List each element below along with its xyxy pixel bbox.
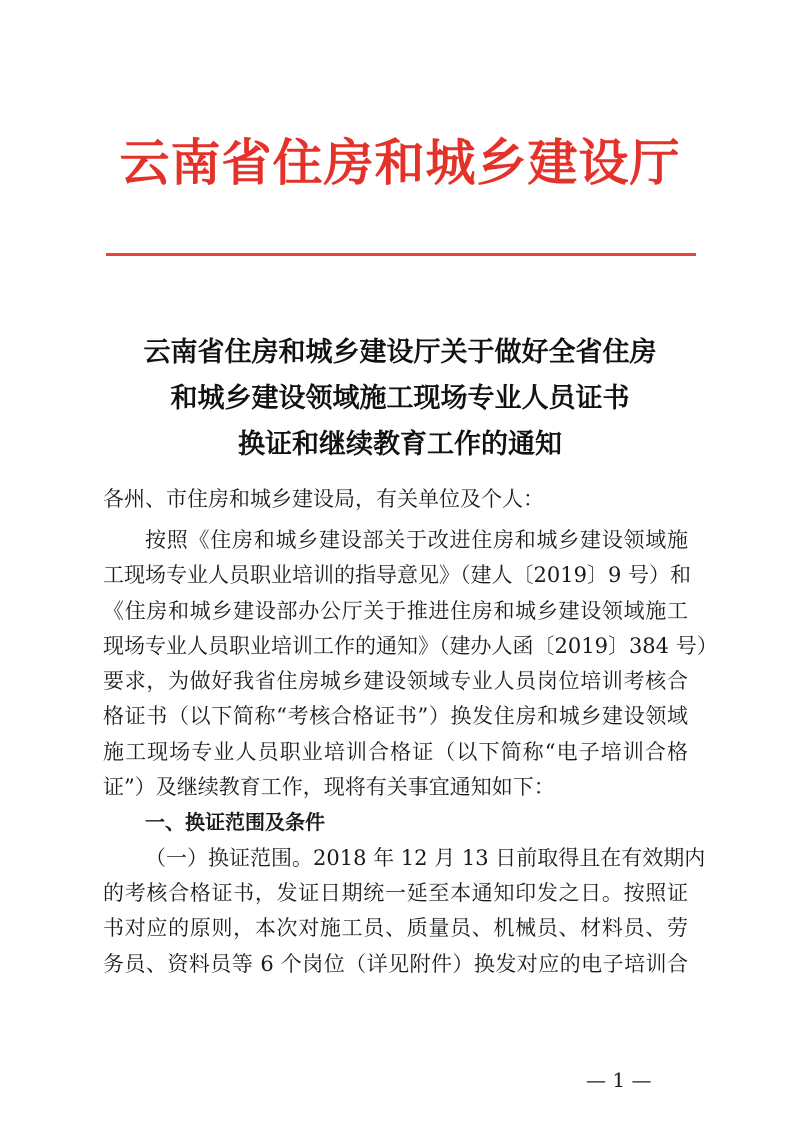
body-line: 证”）及继续教育工作，现将有关事宜通知如下： <box>103 775 555 800</box>
body-line: （一）换证范围。2018 年 12 月 13 日前取得且在有效期内 <box>145 845 706 870</box>
body-line: 《住房和城乡建设部办公厅关于推进住房和城乡建设领域施工 <box>103 598 688 623</box>
body-line: 的考核合格证书，发证日期统一延至本通知印发之日。按照证 <box>103 880 688 905</box>
body-line: 现场专业人员职业培训工作的通知》（建办人函〔2019〕384 号） <box>103 633 718 658</box>
header-red-rule <box>106 253 696 256</box>
body-line: 工现场专业人员职业培训的指导意见》（建人〔2019〕9 号）和 <box>103 563 691 588</box>
body-line: 按照《住房和城乡建设部关于改进住房和城乡建设领域施 <box>145 528 688 552</box>
body-text <box>103 523 718 982</box>
body-line: 书对应的原则，本次对施工员、质量员、机械员、材料员、劳 <box>103 916 688 941</box>
document-title <box>60 330 740 468</box>
body-line: 务员、资料员等 6 个岗位（详见附件）换发对应的电子培训合 <box>103 951 688 976</box>
page-number: — 1 — <box>586 1068 652 1092</box>
body-line: 要求，为做好我省住房城乡建设领域专业人员岗位培训考核合 <box>103 669 688 694</box>
body-line: 格证书（以下简称“考核合格证书”）换发住房和城乡建设领域 <box>103 704 688 729</box>
addressee: 各州、市住房和城乡建设局，有关单位及个人： <box>103 487 544 511</box>
section-heading: 一、换证范围及条件 <box>145 810 325 835</box>
title-line: 云南省住房和城乡建设厅关于做好全省住房 <box>143 337 657 368</box>
title-line: 和城乡建设领域施工现场专业人员证书 <box>170 383 630 414</box>
body-line: 施工现场专业人员职业培训合格证（以下简称“电子培训合格 <box>103 739 688 764</box>
title-line: 换证和继续教育工作的通知 <box>238 429 562 460</box>
issuing-authority-header: 云南省住房和城乡建设厅 <box>119 134 681 192</box>
